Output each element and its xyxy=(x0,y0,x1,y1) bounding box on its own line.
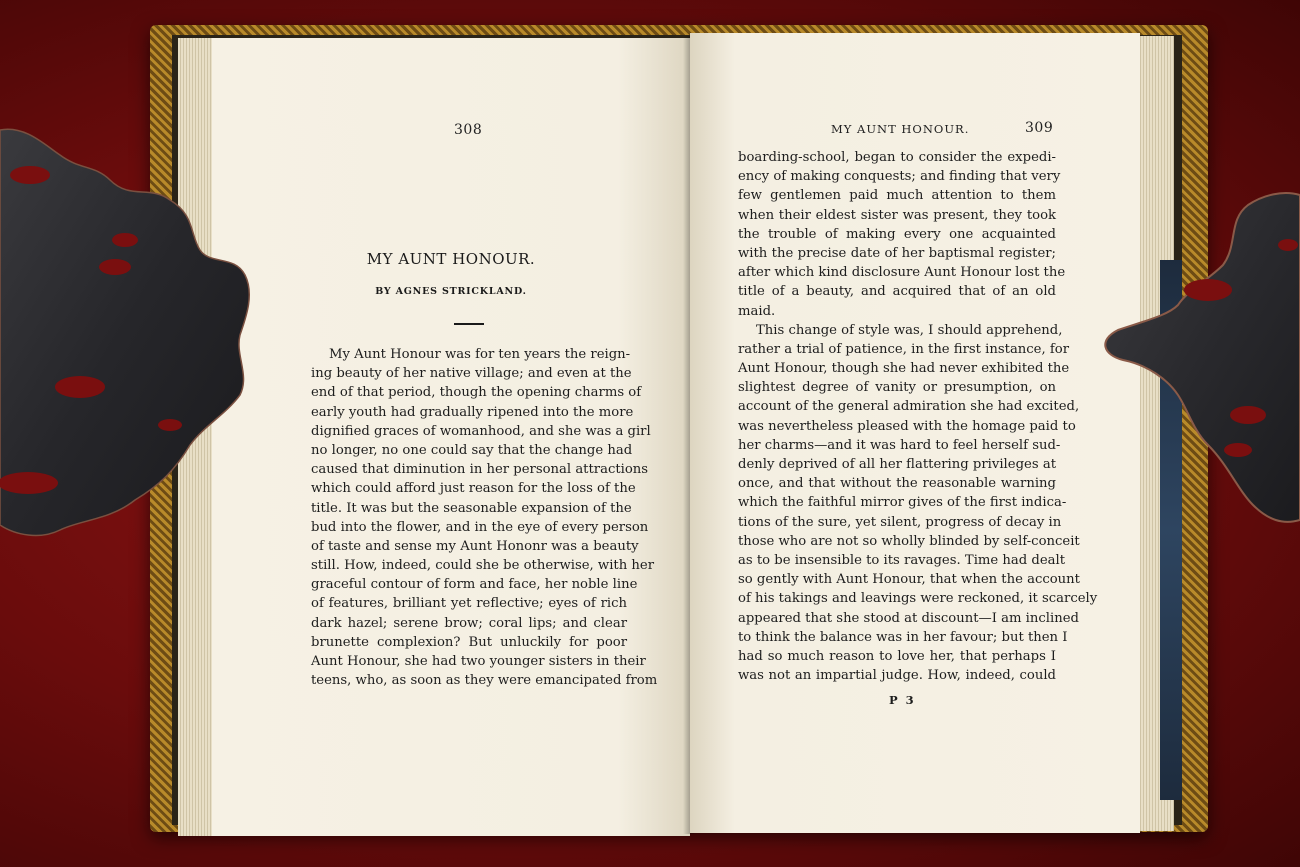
text-line: after which kind disclosure Aunt Honour lost the xyxy=(738,265,1066,281)
text-line: still. How, indeed, could she be otherwise, with her xyxy=(311,558,654,574)
text-line: tions of the sure, yet silent, progress of decay in xyxy=(738,514,1062,530)
text-line: This change of style was, I should apprehend, xyxy=(756,322,1063,338)
clip-left-icon xyxy=(0,125,255,545)
text-line: maid. xyxy=(738,303,776,319)
text-line: denly deprived of all her flattering privileges at xyxy=(738,457,1056,472)
text-line: title. It was but the seasonable expansion of the xyxy=(311,500,632,516)
text-line: was not an impartial judge. How, indeed, could xyxy=(738,668,1056,684)
text-line: early youth had gradually ripened into the more xyxy=(311,404,634,420)
text-line: once, and that without the reasonable warning xyxy=(738,476,1056,492)
running-head: MY AUNT HONOUR. xyxy=(831,122,970,136)
text-line: the trouble of making every one acquainted xyxy=(738,226,1056,242)
text-line: which the faithful mirror gives of the first indica- xyxy=(738,495,1067,511)
text-line: bud into the flower, and in the eye of every person xyxy=(311,519,649,535)
right-page-clip xyxy=(1098,190,1300,525)
text-line: end of that period, though the opening charms of xyxy=(311,385,642,401)
text-line: few gentlemen paid much attention to them xyxy=(738,188,1056,204)
text-line: ing beauty of her native village; and even at the xyxy=(311,366,632,382)
text-line: title of a beauty, and acquired that of an old xyxy=(738,284,1056,300)
text-line: her charms—and it was hard to feel herself sud- xyxy=(738,437,1061,453)
page-number-right: 309 xyxy=(1025,120,1054,136)
text-line: had so much reason to love her, that perhaps I xyxy=(738,648,1056,664)
text-line: of taste and sense my Aunt Hononr was a beauty xyxy=(311,538,639,554)
text-line: appeared that she stood at discount—I am inclined xyxy=(738,610,1079,626)
text-line: dark hazel; serene brow; coral lips; and clear xyxy=(311,615,627,631)
text-line: so gently with Aunt Honour, that when the account xyxy=(738,572,1080,588)
text-line: My Aunt Honour was for ten years the reign- xyxy=(329,347,631,362)
title-rule xyxy=(454,323,484,325)
text-line: to think the balance was in her favour; but then I xyxy=(738,629,1068,645)
text-line: as to be insensible to its ravages. Time had dealt xyxy=(738,552,1066,568)
text-line: caused that diminution in her personal attractions xyxy=(311,462,649,478)
text-line: Aunt Honour, she had two younger sisters in their xyxy=(311,654,646,669)
text-line: ency of making conquests; and finding that very xyxy=(738,169,1061,185)
text-line: of his takings and leavings were reckoned, it scarcely xyxy=(738,591,1098,607)
text-line: graceful contour of form and face, her noble line xyxy=(311,577,638,593)
text-line: rather a trial of patience, in the first instance, for xyxy=(738,341,1069,357)
signature-mark: P 3 xyxy=(889,693,916,707)
right-page xyxy=(690,33,1140,833)
text-line: those who are not so wholly blinded by self-conceit xyxy=(738,533,1080,549)
story-title: MY AUNT HONOUR. xyxy=(366,250,536,268)
text-line: when their eldest sister was present, they took xyxy=(738,207,1056,223)
text-line: slightest degree of vanity or presumption, on xyxy=(738,380,1056,396)
text-line: boarding-school, began to consider the expedi- xyxy=(738,150,1056,165)
right-body-text xyxy=(738,148,1098,685)
text-line: Aunt Honour, though she had never exhibited the xyxy=(738,361,1070,377)
left-page-clip xyxy=(0,125,255,545)
text-line: which could afford just reason for the loss of the xyxy=(311,481,636,497)
text-line: with the precise date of her baptismal register; xyxy=(738,245,1056,261)
clip-right-icon xyxy=(1098,190,1300,525)
text-line: brunette complexion? But unluckily for poor xyxy=(311,634,627,650)
text-line: of features, brilliant yet reflective; eyes of rich xyxy=(311,596,627,612)
text-line: teens, who, as soon as they were emancipated from xyxy=(311,673,658,689)
page-number-left: 308 xyxy=(454,122,483,138)
text-line: account of the general admiration she had excited, xyxy=(738,399,1080,415)
text-line: dignified graces of womanhood, and she was a girl xyxy=(311,423,651,439)
text-line: no longer, no one could say that the change had xyxy=(311,442,633,458)
left-page xyxy=(212,38,690,836)
text-line: was nevertheless pleased with the homage paid to xyxy=(738,418,1076,434)
left-body-text xyxy=(311,345,658,690)
story-byline: BY AGNES STRICKLAND. xyxy=(375,286,527,297)
